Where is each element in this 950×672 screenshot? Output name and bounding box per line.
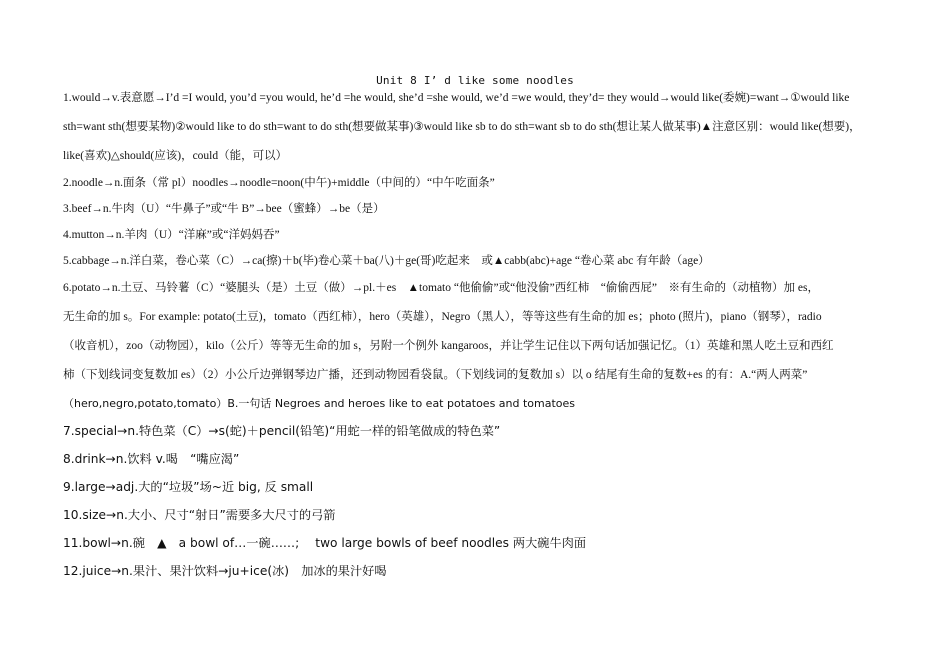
text-line: 6.potato→n.土豆、马铃薯（C）“婆腿头（是）土豆（做）→pl.＋es ▲tomato “他偷偷”或“他没偷”西红柿 “偷偷西屁” ※有生命的（动植物）加 es， xyxy=(63,282,819,294)
text-line: 10.size→n.大小、尺寸“射日”需要多大尺寸的弓箭 xyxy=(63,508,336,522)
text-line: （收音机），zoo（动物园），kilo（公斤）等等无生命的加 s，另附一个例外 kangaroos，并让学生记住以下两句话加强记忆。（1）英雄和黑人吃土豆和西红 xyxy=(63,340,834,352)
page-title: Unit 8 I’ d like some noodles xyxy=(376,74,574,87)
text-line: 8.drink→n.饮料 v.喝 “嘴应渴” xyxy=(63,452,240,466)
text-line: like(喜欢)△should(应该)，could（能，可以） xyxy=(63,150,288,162)
text-line: 11.bowl→n.碗 ▲ a bowl of…一碗……; two large bowls of beef noodles 两大碗牛肉面 xyxy=(63,536,587,550)
text-line: sth=want sth(想要某物)②would like to do sth=want to do sth(想要做某事)③would like sb to do sth=want sb to do sth(想让某人做某事)▲注意区别：would like(想要)， xyxy=(63,121,861,133)
text-line: 3.beef→n.牛肉（U）“牛鼻子”或“牛 B”→bee（蜜蜂）→be（是） xyxy=(63,203,385,215)
text-line: 4.mutton→n.羊肉（U）“洋麻”或“洋妈妈吞” xyxy=(63,229,280,241)
text-line: 1.would→v.表意愿→I’d =I would, you’d =you would, he’d =he would, she’d =she would, we’d =we would, they’d= they would→would like(委婉)=want→①would like xyxy=(63,92,850,104)
text-line: 7.special→n.特色菜（C）→s(蛇)＋pencil(铅笔)“用蛇一样的铅笔做成的特色菜” xyxy=(63,424,501,438)
text-line: （hero,negro,potato,tomato）B.一句话 Negroes and heroes like to eat potatoes and tomatoes xyxy=(63,397,576,410)
text-line: 5.cabbage→n.洋白菜，卷心菜（C）→ca(擦)＋b(毕)卷心菜＋ba(八)＋ge(哥)吃起来 或▲cabb(abc)+age “卷心菜 abc 有年龄（age） xyxy=(63,255,710,267)
text-line: 柿（下划线词变复数加 es）（2）小公斤边弹钢琴边广播，还到动物园看袋鼠。（下划线词的复数加 s）以 o 结尾有生命的复数+es 的有：A.“两人两菜” xyxy=(63,369,808,381)
text-line: 2.noodle→n.面条（常 pl）noodles→noodle=noon(中午)+middle（中间的）“中午吃面条” xyxy=(63,177,495,189)
text-line: 12.juice→n.果汁、果汁饮料→ju+ice(冰) 加冰的果汁好喝 xyxy=(63,564,387,578)
text-line: 无生命的加 s。For example: potato(土豆)，tomato（西红柿），hero（英雄），Negro（黑人），等等这些有生命的加 es；photo (照片)，piano（钢琴），radio xyxy=(63,311,822,323)
text-line: 9.large→adj.大的“垃圾”场~近 big, 反 small xyxy=(63,480,314,494)
